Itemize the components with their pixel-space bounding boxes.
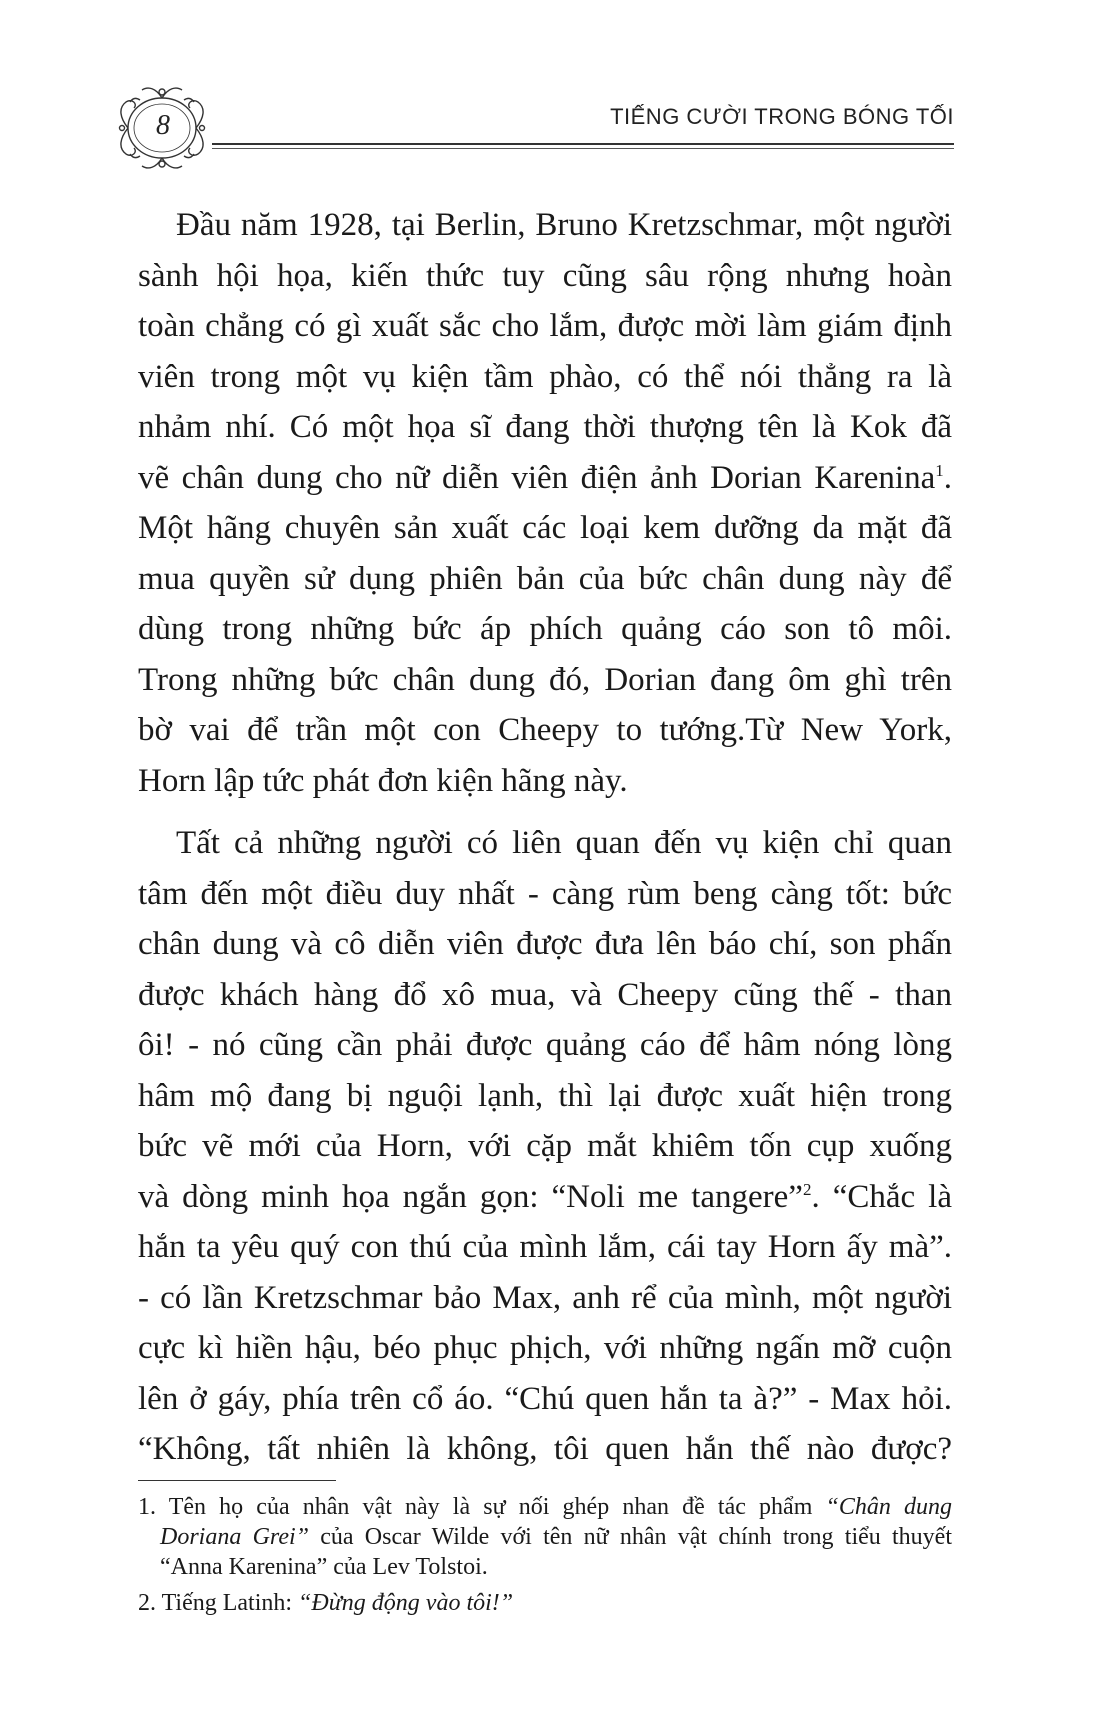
footnote-ref-1[interactable]: 1 [935, 460, 944, 480]
text-line: ôi! - nó cũng cần phải được quảng cáo để hâm nóng lòng [138, 1027, 952, 1063]
text-line: lên ở gáy, phía trên cổ áo. “Chú quen hắn ta à?” - Max hỏi. [138, 1380, 952, 1417]
text-line: “Không, tất nhiên là không, tôi quen hắn thế nào được? [138, 1431, 952, 1467]
text-line: chân dung và cô diễn viên được đưa lên báo chí, son phấn [138, 926, 952, 962]
text-line: mua quyền sử dụng phiên bản của bức chân dung này để [138, 560, 952, 597]
text-line-with-footnote [138, 1172, 952, 1223]
text-line: hâm mộ đang bị nguội lạnh, thì lại được xuất hiện trong [138, 1077, 952, 1114]
footnote-number: 2. [138, 1590, 156, 1616]
page-number: 8 [156, 110, 170, 141]
page-header [112, 70, 954, 180]
text-line: được khách hàng đổ xô mua, và Cheepy cũng thế - than [138, 976, 952, 1013]
paragraph-1 [138, 200, 952, 806]
footnote-text: của Oscar Wilde với tên nữ nhân vật chính trong tiểu thuyết [309, 1524, 952, 1550]
text-line: - có lần Kretzschmar bảo Max, anh rể của mình, một người [138, 1279, 952, 1316]
header-rule-thin [212, 148, 954, 149]
text-line: Đầu năm 1928, tại Berlin, Bruno Kretzschmar, một người [176, 207, 952, 243]
text-line: hắn ta yêu quý con thú của mình lắm, cái tay Horn ấy mà”. [138, 1229, 952, 1265]
text-segment: . “Chắc là [811, 1178, 952, 1215]
footnote-quote: “Đừng động vào tôi!” [298, 1590, 514, 1616]
footnote-number: 1. [138, 1494, 156, 1520]
footnote-line [138, 1522, 952, 1552]
text-line: Trong những bức chân dung đó, Dorian đang ôm ghì trên [138, 661, 952, 698]
text-line: dùng trong những bức áp phích quảng cáo son tô môi. [138, 611, 952, 647]
text-line: cực kì hiền hậu, béo phục phịch, với những ngấn mỡ cuộn [138, 1330, 952, 1366]
text-line: Horn lập tức phát đơn kiện hãng này. [138, 762, 628, 799]
text-line: Một hãng chuyên sản xuất các loại kem dưỡng da mặt đã [138, 510, 952, 546]
footnote-line: “Anna Karenina” của Lev Tolstoi. [160, 1554, 488, 1580]
text-line: sành hội họa, kiến thức tuy cũng sâu rộng nhưng hoàn [138, 257, 952, 294]
footnote-ref-2[interactable]: 2 [802, 1179, 812, 1199]
footnotes [138, 1492, 952, 1624]
footnote-separator [138, 1480, 336, 1481]
text-segment: và dòng minh họa ngắn gọn: “Noli me tangere” [138, 1178, 803, 1215]
text-line: tâm đến một điều duy nhất - càng rùm beng càng tốt: bức [138, 875, 952, 912]
footnote-text: Tiếng Latinh: [161, 1590, 299, 1616]
body-text [138, 200, 952, 1487]
footnote-line [138, 1588, 952, 1618]
text-segment: . [943, 459, 952, 496]
text-line: nhảm nhí. Có một họa sĩ đang thời thượng tên là Kok đã [138, 409, 952, 445]
footnote-1 [138, 1492, 952, 1582]
footnote-line [138, 1492, 952, 1522]
text-line: toàn chẳng có gì xuất sắc cho lắm, được mời làm giám định [138, 308, 952, 344]
text-line: bức vẽ mới của Horn, với cặp mắt khiêm tốn cụp xuống [138, 1128, 952, 1164]
text-line: Tất cả những người có liên quan đến vụ kiện chỉ quan [176, 825, 952, 861]
footnote-2 [138, 1588, 952, 1618]
footnote-text: Tên họ của nhân vật này là sự nối ghép nhan đề tác phẩm [168, 1494, 826, 1520]
paragraph-2 [138, 818, 952, 1475]
text-line: viên trong một vụ kiện tầm phào, có thể nói thẳng ra là [138, 358, 952, 395]
text-segment: vẽ chân dung cho nữ diễn viên điện ảnh Dorian Karenina [138, 459, 936, 496]
running-title: TIẾNG CƯỜI TRONG BÓNG TỐI [610, 104, 954, 129]
text-line-with-footnote [138, 453, 952, 504]
header-rule [212, 143, 954, 145]
footnote-title: “Chân dung [825, 1494, 953, 1520]
text-line: bờ vai để trần một con Cheepy to tướng.Từ New York, [138, 712, 952, 748]
footnote-title: Doriana Grei” [160, 1524, 310, 1550]
